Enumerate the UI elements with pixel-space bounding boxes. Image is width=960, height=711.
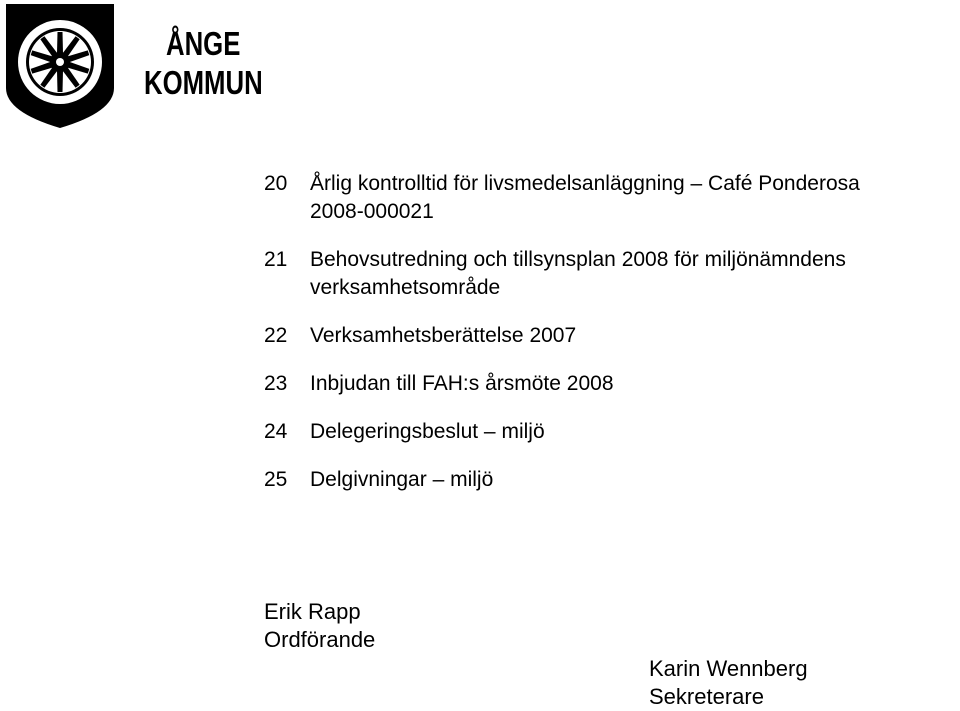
list-item <box>264 246 954 302</box>
list-item <box>264 418 954 446</box>
chair-name: Erik Rapp <box>264 599 361 624</box>
agenda-title: Delegeringsbeslut – miljö <box>310 420 545 443</box>
agenda-title: Verksamhetsberättelse 2007 <box>310 324 577 347</box>
agenda-number: 25 <box>264 468 288 491</box>
list-item <box>264 370 954 398</box>
logo-text-line2: KOMMUN <box>144 64 263 101</box>
agenda-title: Inbjudan till FAH:s årsmöte 2008 <box>310 372 614 395</box>
agenda-number: 21 <box>264 248 288 271</box>
agenda-subtitle: verksamhetsområde <box>310 276 501 299</box>
wheel-shield-icon <box>4 2 116 130</box>
agenda-number: 22 <box>264 324 288 347</box>
agenda-title: Delgivningar – miljö <box>310 468 494 491</box>
signature-chair <box>264 598 375 654</box>
chair-role: Ordförande <box>264 627 376 652</box>
agenda-list <box>264 170 954 514</box>
signature-secretary <box>649 655 808 711</box>
agenda-subtitle: 2008-000021 <box>310 200 434 223</box>
list-item <box>264 322 954 350</box>
agenda-number: 20 <box>264 172 288 195</box>
agenda-number: 23 <box>264 372 288 395</box>
secretary-role: Sekreterare <box>649 684 764 709</box>
secretary-name: Karin Wennberg <box>649 656 808 681</box>
list-item <box>264 466 954 494</box>
agenda-title: Årlig kontrolltid för livsmedelsanläggning – Café Ponderosa <box>310 172 860 195</box>
agenda-number: 24 <box>264 420 288 443</box>
list-item <box>264 170 954 226</box>
agenda-title: Behovsutredning och tillsynsplan 2008 för miljönämndens <box>310 248 846 271</box>
logo-text-line1: ÅNGE <box>166 25 241 62</box>
